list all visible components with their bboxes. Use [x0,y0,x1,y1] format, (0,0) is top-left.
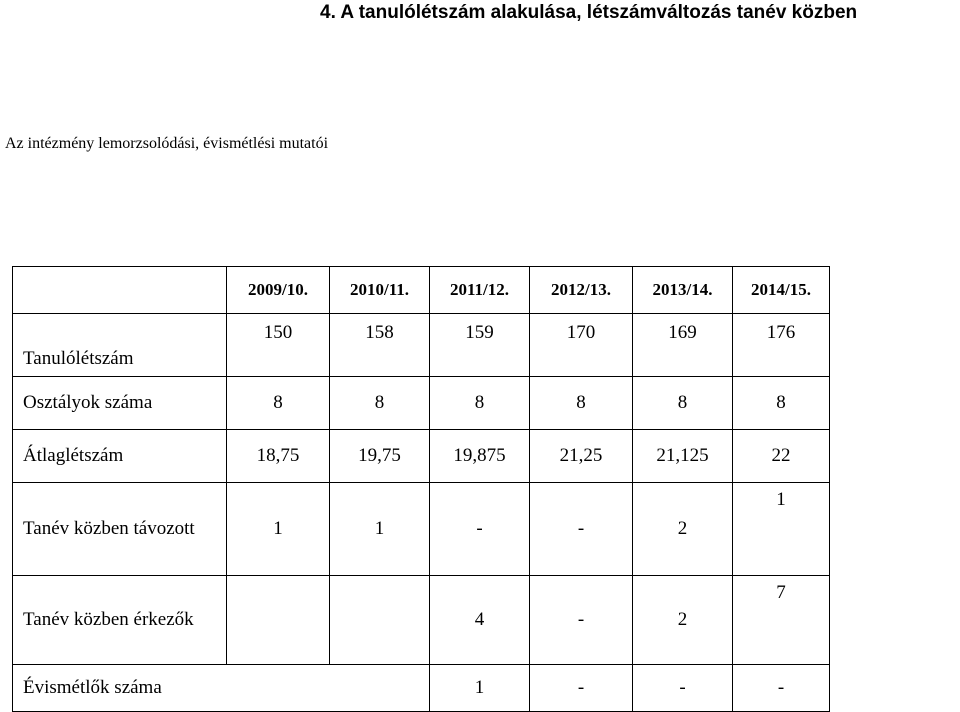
table-row [13,377,830,430]
table-cell [330,576,430,665]
table-cell: 2 [633,483,733,576]
table-cell: 170 [530,314,633,377]
table-cell: - [530,576,633,665]
table-row [13,430,830,483]
section-heading: 4. A tanulólétszám alakulása, létszámváltozás tanév közben [320,2,858,23]
row-label: Tanév közben érkezők [13,576,227,665]
year-header: 2009/10. [227,267,330,314]
table-cell: 8 [530,377,633,430]
row-label: Évismétlők száma [13,665,430,712]
table-cell: 18,75 [227,430,330,483]
table-cell: 22 [733,430,830,483]
table-row [13,314,830,377]
table-cell: 8 [633,377,733,430]
subtitle: Az intézmény lemorzsolódási, évismétlési mutatói [5,135,329,152]
table-cell: 1 [430,665,530,712]
table-cell: - [733,665,830,712]
year-header: 2012/13. [530,267,633,314]
row-label: Átlaglétszám [13,430,227,483]
table-cell: 8 [227,377,330,430]
table-cell: - [530,483,633,576]
table-cell: 8 [733,377,830,430]
table-cell: 4 [430,576,530,665]
header-empty-cell [13,267,227,314]
table-cell: 21,125 [633,430,733,483]
year-header: 2013/14. [633,267,733,314]
year-header: 2011/12. [430,267,530,314]
table-cell: 7 [733,576,830,665]
table-cell: 19,875 [430,430,530,483]
table-header-row [13,267,830,314]
table-cell: 21,25 [530,430,633,483]
table-cell: 159 [430,314,530,377]
table-cell: - [430,483,530,576]
table-cell [227,576,330,665]
table-cell: 150 [227,314,330,377]
table-row [13,483,830,576]
table-cell: 19,75 [330,430,430,483]
table-cell: - [530,665,633,712]
table-cell: 176 [733,314,830,377]
table-cell: 1 [227,483,330,576]
table-row [13,576,830,665]
table-cell: 1 [330,483,430,576]
table-cell: 8 [430,377,530,430]
row-label: Tanulólétszám [13,314,227,377]
table-cell: - [633,665,733,712]
year-header: 2014/15. [733,267,830,314]
student-stats-table [12,266,830,712]
table-row [13,665,830,712]
row-label: Tanév közben távozott [13,483,227,576]
table-cell: 1 [733,483,830,576]
row-label: Osztályok száma [13,377,227,430]
table-cell: 8 [330,377,430,430]
table-cell: 169 [633,314,733,377]
table-cell: 2 [633,576,733,665]
year-header: 2010/11. [330,267,430,314]
table-cell: 158 [330,314,430,377]
